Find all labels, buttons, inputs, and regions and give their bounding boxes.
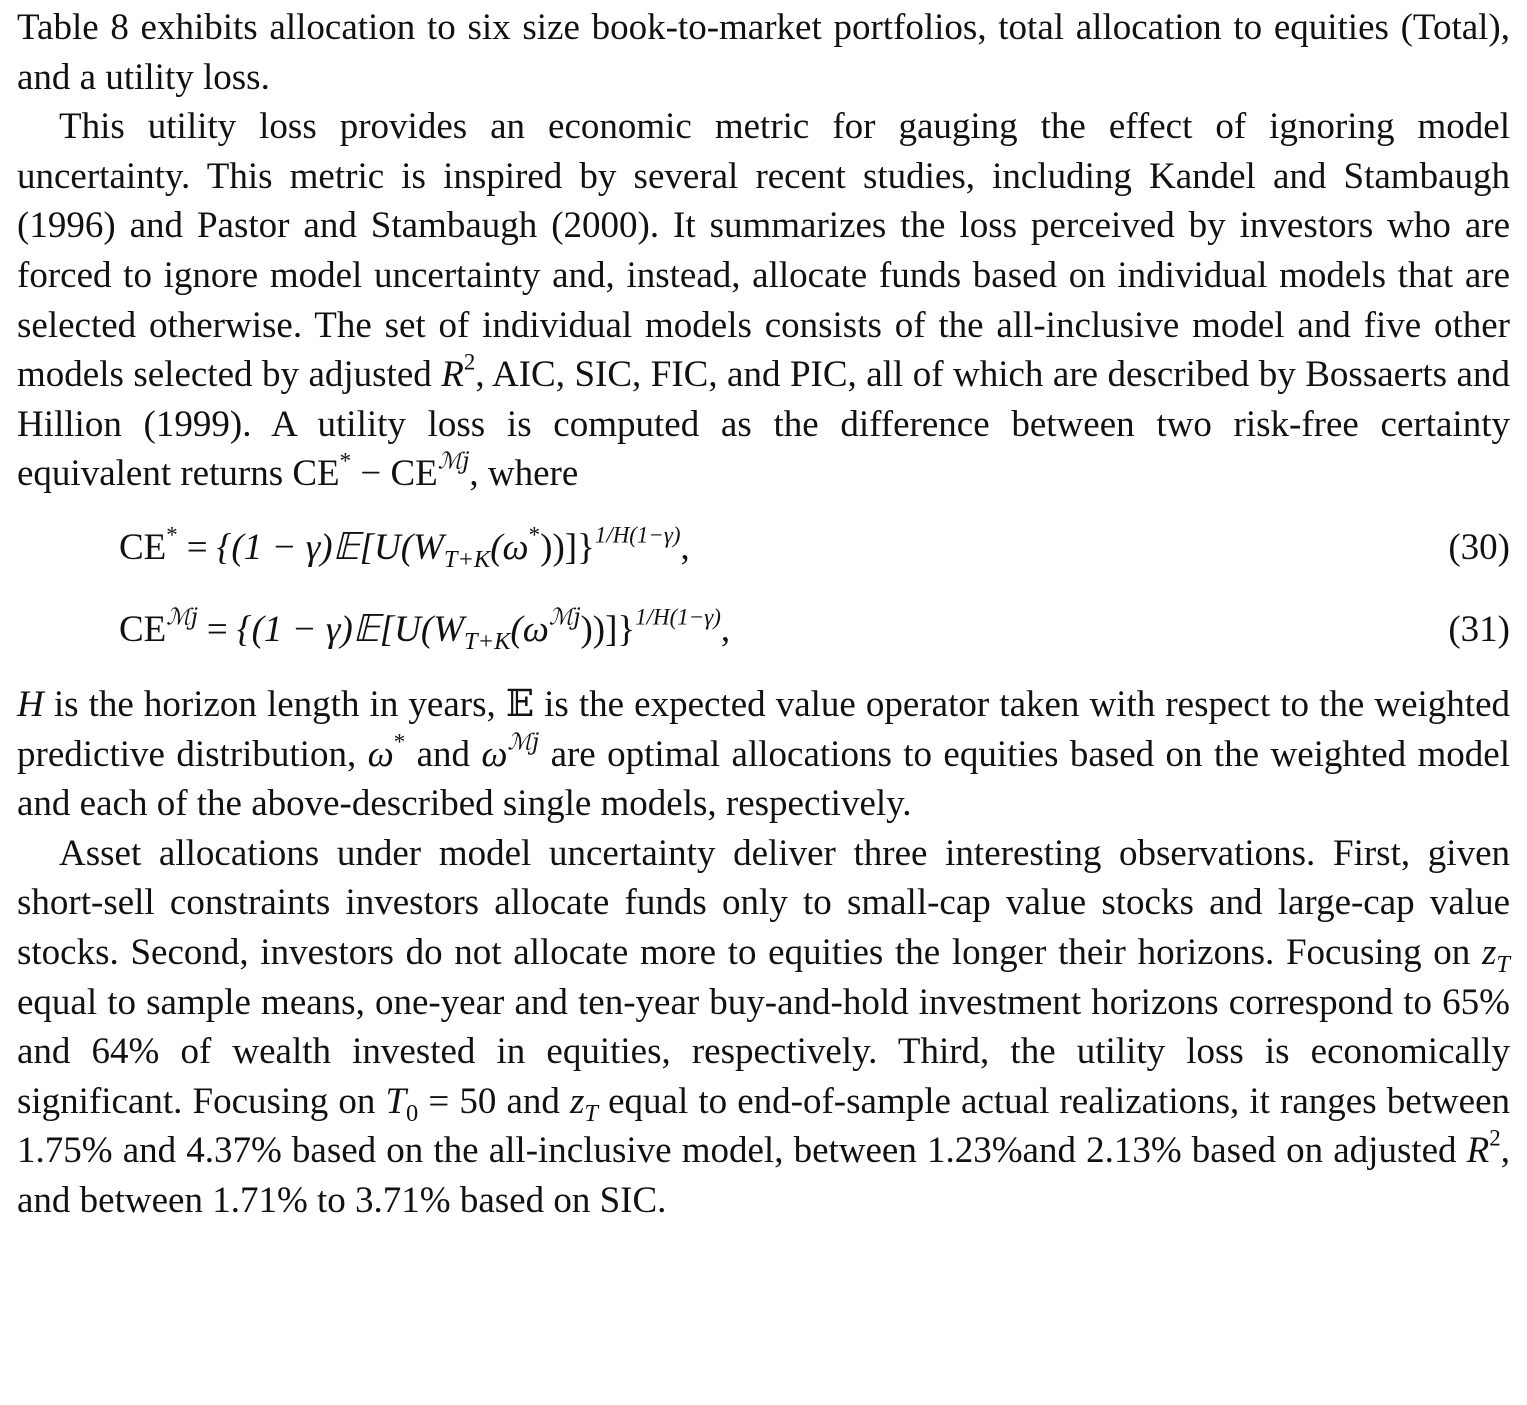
paragraph-3 [17,679,1510,829]
paragraph-1-text: Table 8 exhibits allocation to six size book-to-market portfolios, total allocation to equities (Total), and a utility loss. [17,7,1510,98]
paragraph-3-text-d: are optimal allocations to equities based on the weighted model and each of the above-described single models, respectively. [17,733,1510,825]
eq31-exponent: 1/H(1−γ) [635,604,721,630]
eq30-lhs: CE [119,526,167,568]
math-h: H [17,683,44,725]
math-t0: T [385,1080,407,1122]
paragraph-3-text-b: is the expected value operator taken with respect to the weighted predictive distribution, [17,683,1510,775]
paragraph-4-text-c: = 50 and [418,1080,570,1122]
eq31-rhs-mid-sup: ℳj [548,604,581,631]
paragraph-4-text-e: , and between 1.71% to 3.71% based on SIC. [17,1130,1510,1221]
eq31-rhs-open: {(1 − γ)𝔼[U(W [236,608,465,650]
eq31-rhs-sub: T+K [464,627,511,655]
eq31-rhs-mid: (ω [510,608,549,650]
equation-30-expression: $CE^* = \{(1 - \gamma)𝔼[U(W_{T+K}(\omega^*))]\}^{1/H(1-\gamma)}$, [119,522,690,573]
paragraph-2-text-b: , AIC, SIC, FIC, and PIC, all of which are described by Bossaerts and Hillion (1999). A utility loss is computed as the difference between two risk-free certainty equivalent returns CE [17,354,1510,495]
math-r-squared: 2 [463,349,476,375]
equation-31-number: (31) [1448,608,1510,650]
eq30-tail: , [680,526,690,568]
paragraph-4-text-a: Asset allocations under model uncertainty deliver three interesting observations. First, given short-sell constraints investors allocate funds only to small-cap value stocks and large-cap value stocks. Second, investors do not allocate more to equities the longer their horizons. Focusing on [17,832,1510,973]
paragraph-2-text-c: , where [469,453,579,495]
paragraph-4-text-d: equal to end-of-sample actual realizations, it ranges between 1.75% and 4.37% based on the all-inclusive model, between 1.23%and 2.13% based on adjusted [17,1080,1510,1172]
equation-30 [17,523,1510,573]
paragraph-3-text-c: and [405,733,482,775]
eq30-rhs-mid-sup: * [528,522,541,548]
math-omega-mj: ω [481,733,508,775]
paragraph-4 [17,829,1510,1226]
eq31-tail: , [720,608,731,650]
math-z-t-2: z [570,1080,585,1122]
math-minus-ce: − CE [351,453,438,495]
math-model-j: ℳj [437,448,470,475]
math-r-2: R [1466,1130,1490,1172]
paragraph-3-text-a: is the horizon length in years, [43,683,506,725]
paragraph-2 [17,102,1510,499]
eq30-exponent: 1/H(1−γ) [594,522,681,548]
math-expectation: 𝔼 [505,681,535,725]
paragraph-4-text-b: equal to sample means, one-year and ten-year buy-and-hold investment horizons correspond to 65% and 64% of wealth invested in equities, respectively. Third, the utility loss is economically significant. Focusing on [17,981,1510,1122]
math-r-2-squared: 2 [1489,1125,1501,1151]
paragraph-2-text-a: This utility loss provides an economic metric for gauging the effect of ignoring model uncertainty. This metric is inspired by several recent studies, including Kandel and Stambaugh (1996) and Pastor and Stambaugh (2000). It summarizes the loss perceived by investors who are forced to ignore model uncertainty and, instead, allocate funds based on individual models that are selected otherwise. The set of individual models consists of the all-inclusive model and five other models selected by adjusted [17,106,1510,396]
equation-31-expression: $CE^{ℳj} = \{(1$ − $\gamma)𝔼[U(W_{T+K}(\omega^{ℳj}))]\}^{1/H(1-\gamma)}$, [119,604,731,655]
math-t0-sub: 0 [406,1099,419,1127]
page-body [17,0,1510,1225]
math-z-t-1: z [1482,931,1497,973]
math-z-t-1-sub: T [1496,950,1510,978]
eq30-rhs-mid: (ω [490,526,529,568]
eq31-rhs-close: ))]} [580,608,636,650]
math-r: R [441,354,464,396]
math-z-t-2-sub: T [584,1099,598,1127]
equation-30-number: (30) [1448,526,1510,568]
eq30-lhs-sup: * [166,522,178,548]
eq30-rhs-open: {(1 − γ)𝔼[U(W [216,526,444,568]
math-omega-mj-sup: ℳj [507,729,540,756]
eq31-lhs: CE [119,608,167,650]
eq31-lhs-sup: ℳj [166,604,198,631]
eq30-rhs-close: ))]} [540,526,595,568]
math-star: * [339,448,352,474]
math-omega-star-sup: * [393,729,406,755]
math-omega-star: ω [367,733,394,775]
paragraph-1 [17,3,1510,102]
eq30-rhs-sub: T+K [443,545,491,573]
equation-31 [17,605,1510,655]
